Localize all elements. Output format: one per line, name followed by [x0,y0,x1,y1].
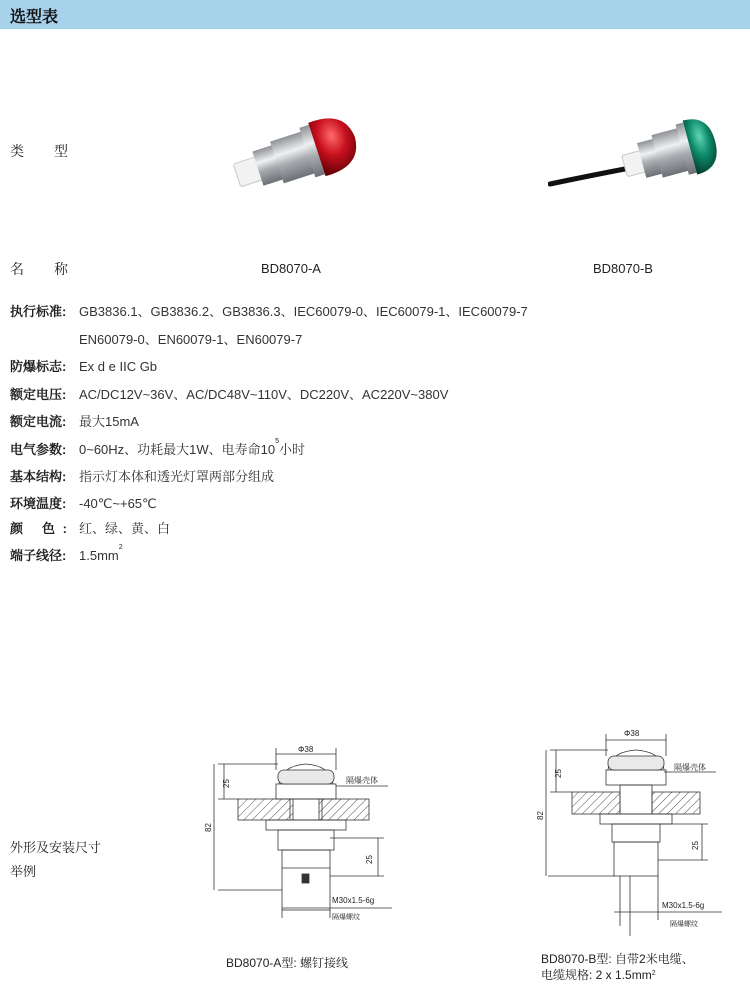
lamp-b-image [548,102,718,202]
a-82-label: 82 [204,823,213,832]
a-housing-label: 隔爆壳体 [346,776,378,785]
lamp-a-image [226,104,366,196]
spec-voltage: 额定电压: AC/DC12V~36V、AC/DC48V~110V、DC220V、AC220V~380V [10,387,449,402]
drawing-b [534,726,734,948]
b-thread-label: M30x1.5-6g [662,901,705,910]
spec-current: 额定电流: 最大15mA [10,414,139,429]
model-b-name: BD8070-B [593,261,653,276]
b-thread-note: 隔爆螺纹 [670,921,698,928]
a-dia-label: Φ38 [298,745,314,754]
spec-structure: 基本结构: 指示灯本体和透光灯罩两部分组成 [10,469,275,484]
spec-standard: 执行标准: GB3836.1、GB3836.2、GB3836.3、IEC60079-0、IEC60079-1、IEC60079-7 [10,304,528,319]
spec-temperature: 环境温度: -40℃~+65℃ [10,496,157,511]
spec-electrical: 电气参数: 0~60Hz、功耗最大1W、电寿命$10^5$小时 [10,438,306,457]
a-25-bottom-label: 25 [365,855,374,864]
dimensions-label: 外形及安装尺寸 [10,840,102,855]
spec-standard-line2: EN60079-0、EN60079-1、EN60079-7 [79,332,303,347]
section-title: 选型表 [10,9,59,26]
spec-ex-mark: 防爆标志: Ex d e IIC Gb [10,359,158,374]
b-82-label: 82 [536,811,545,820]
section-header [0,0,750,29]
spec-wire: 端子线径: $1.5mm^2$ [10,544,123,563]
drawing-b-caption: BD8070-B型: 自带2米电缆、 电缆规格: 2 x $1.5mm^2$ [541,952,694,982]
a-25-top-label: 25 [222,779,231,788]
dimensions-label-2: 举例 [10,864,37,879]
b-dia-label: Φ38 [624,729,640,738]
a-thread-label: M30x1.5-6g [332,896,375,905]
drawing-a [196,740,400,930]
model-a-name: BD8070-A [261,261,321,276]
b-25-top-label: 25 [554,769,563,778]
b-housing-label: 隔爆壳体 [674,763,706,772]
a-thread-note: 隔爆螺纹 [332,914,360,921]
spec-color: 颜 色: 红、绿、黄、白 [10,521,171,536]
type-label: 类 型 [10,143,68,159]
b-25-bottom-label: 25 [691,841,700,850]
name-label: 名 称 [10,261,68,277]
drawing-a-caption: BD8070-A型: 螺钉接线 [226,956,349,970]
